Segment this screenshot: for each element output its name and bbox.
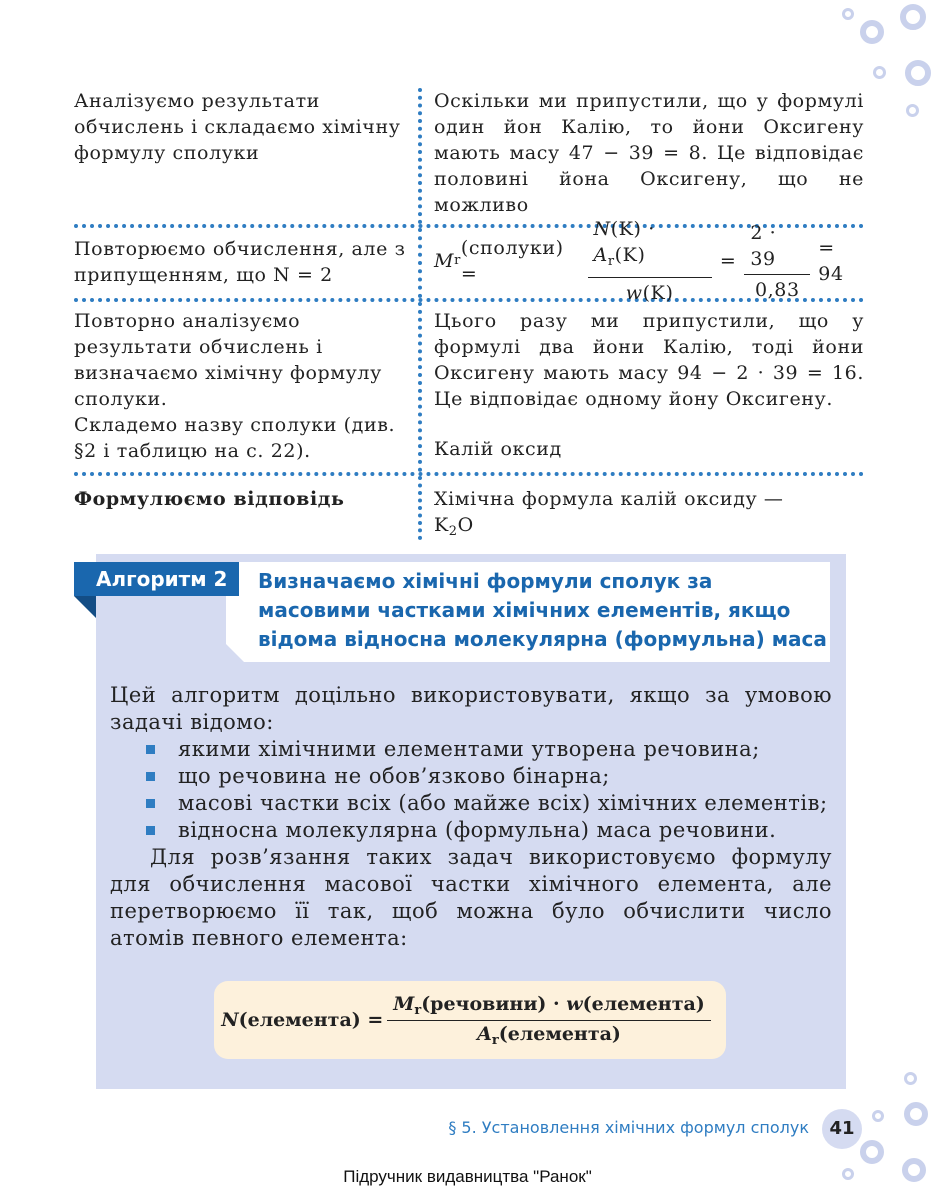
step-detail: Хімічна формула калій оксиду — $K_2O$ [418,476,864,540]
step-detail: Цього разу ми припустили, що у формулі два йони Калію, тоді йони Оксигену мають масу 94 − 2 · 39 = 16. Це відповідає одному йону Оксигену. [434,310,864,410]
fraction: $\frac{2 \cdot 39}{0,83}$ [744,220,810,303]
page-number: 41 [822,1109,862,1149]
list-item: що речовина не обов’язково бінарна; [110,763,832,790]
condition-list [110,736,832,844]
step-detail: Калій оксид [434,438,562,460]
algorithm-body [110,682,832,952]
intro-text: Цей алгоритм доцільно використовувати, якщо за умовою задачі відомо: [110,683,832,734]
table-row [74,218,864,304]
main-formula: N (елемента) = $\frac{M_r(речовини) \cdot w(елемента)}{A_r(елемента)}$ [214,981,726,1059]
publisher-line: Підручник видавництва "Ранок" [343,1167,592,1186]
step-detail: Оскільки ми припустили, що у формулі один йон Калію, то йони Оксигену мають масу 47 − 39 = 8. Це відповідає половині йона Оксигену, що не можливо [418,88,864,224]
step-formula: M r (сполуки) = $\frac{N(K) \cdot A_r(K)}{w(K)}$ = $\frac{2 \cdot 39}{0,83}$ = 94 [418,228,864,298]
solution-table [74,88,864,540]
fraction: $\frac{N(K) \cdot A_r(K)}{w(K)}$ [588,216,712,306]
step-label: Повторюємо обчислення, але з припущенням, що N = 2 [74,238,406,286]
list-item: якими хімічними елементами утворена речовина; [110,736,832,763]
tab-fold [74,596,96,618]
fraction: $\frac{M_r(речовини) \cdot w(елемента)}{A_r(елемента)}$ [387,993,710,1048]
list-item: відносна молекулярна (формульна) маса речовини. [110,817,832,844]
table-row [74,476,864,540]
step-label: Формулюємо відповідь [74,488,345,510]
step-label: Аналізуємо результати обчислень і складаємо хімічну формулу сполуки [74,90,401,164]
step-label: Складемо назву сполуки (див. §2 і таблицю на с. 22). [74,414,396,462]
list-item: масові частки всіх (або майже всіх) хімічних елементів; [110,790,832,817]
table-row [74,88,864,228]
table-row [74,302,864,476]
algorithm-title: Визначаємо хімічні формули сполук за масовими частками хімічних елементів, якщо відома відносна молекулярна (формульна) маса [258,569,827,651]
algorithm-tab: Алгоритм 2 [74,562,239,596]
running-footer: § 5. Установлення хімічних формул сполук [448,1118,809,1137]
step-label: Повторно аналізуємо результати обчислень і визначаємо хімічну формулу сполуки. [74,310,382,410]
explanation-text: Для розв’язання таких задач використовуємо формулу для обчислення масової частки хімічного елемента, але перетворюємо її так, щоб можна було обчислити число атомів певного елемента: [110,845,832,950]
